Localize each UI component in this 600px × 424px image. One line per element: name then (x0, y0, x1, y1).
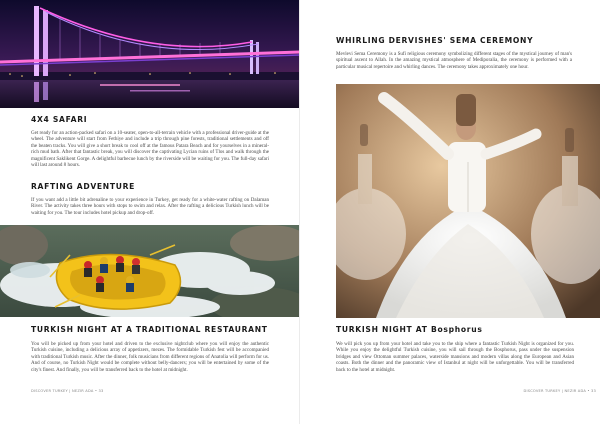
bosphorus-bridge-photo (0, 0, 300, 108)
section-body-rafting: If you want add a little bit adrenaline to your experience in Turkey, get ready for a white-water rafting on Dalaman River. The activity takes three hours with stops to swim and relax. After the rafting a delicious Turkish lunch will be waiting for you. The tour includes hotel pickup and drop-off. (31, 197, 269, 216)
section-body-turkish-night-bosphorus: We will pick you up from your hotel and take you to the ship where a fantastic Turkish Night is organized for you. While you enjoy the delightful Turkish cuisine, you will sail through the Bosphorus, pass under the suspension bridges and view Ottoman summer palaces, waterside mansions and modern villas along the European and Asian coasts. Both the dinner and the panoramic view of Istanbul at night will be unforgettable. You will be transferred back to the hotel at midnight. (336, 341, 574, 373)
right-page (300, 0, 600, 424)
section-title-bosphorus-main: TURKISH NIGHT AT (336, 325, 431, 334)
section-body-safari: Get ready for an action-packed safari on a 10-seater, open-to-all-terrain vehicle with a professional driver-guide at the wheel. The adventure will start from Fethiye and include a trip through pine forests, traditional settlements and off the beaten tracks. You will give a short break to cool off at the famous Patara Beach and for yourselves in a mineral-rich mud bath. After that fantastic break, you will discover the captivating Lycian ruins of Tlos and walk through the magnificent Saklikent Gorge. A delightful barbecue lunch by the riverside will be waiting for you. The full-day safari will last around 8 hours. (31, 130, 269, 169)
whirling-dervishes-photo (336, 84, 600, 318)
section-title-dervishes: WHIRLING DERVISHES' SEMA CEREMONY (336, 36, 534, 45)
section-body-turkish-night-restaurant: You will be picked up from your hotel and driven to the exclusive nightclub where you will enjoy the authentic Turkish cuisine, including a delicious array of appetizers, mezes. The formidable Turkish fest will be accompanied with traditional Turkish music. After the dinner, folk musicians from different regions of Anatolia will perform for us. And of course, no Turkish Night would be complete without belly-dancers; you will be entertained by some of the city's finest. And finally, you will be transferred back to the hotel at midnight. (31, 341, 269, 373)
section-title-safari: 4X4 SAFARI (31, 115, 88, 124)
section-title-turkish-night-bosphorus (336, 325, 483, 334)
section-body-dervishes: Mevlevi Sema Ceremony is a Sufi religious ceremony symbolizing different stages of the mystical journey of man's spiritual ascent to Allah. In the amazing mystical atmosphere of Mediporalia, the ceremony is performed with a particular musical repertoire and whirling dances. The ceremony takes approximately one hour. (336, 51, 572, 70)
rafting-photo (0, 225, 300, 317)
section-title-bosphorus-suffix: Bosphorus (430, 325, 483, 334)
page-footer-right: DISCOVER TURKEY | NEZIR ADA • 33 (523, 389, 596, 393)
section-title-rafting: RAFTING ADVENTURE (31, 182, 136, 191)
section-title-turkish-night-restaurant: TURKISH NIGHT AT A TRADITIONAL RESTAURANT (31, 325, 268, 334)
page-footer-left: DISCOVER TURKEY | NEZIR ADA • 33 (31, 389, 104, 393)
